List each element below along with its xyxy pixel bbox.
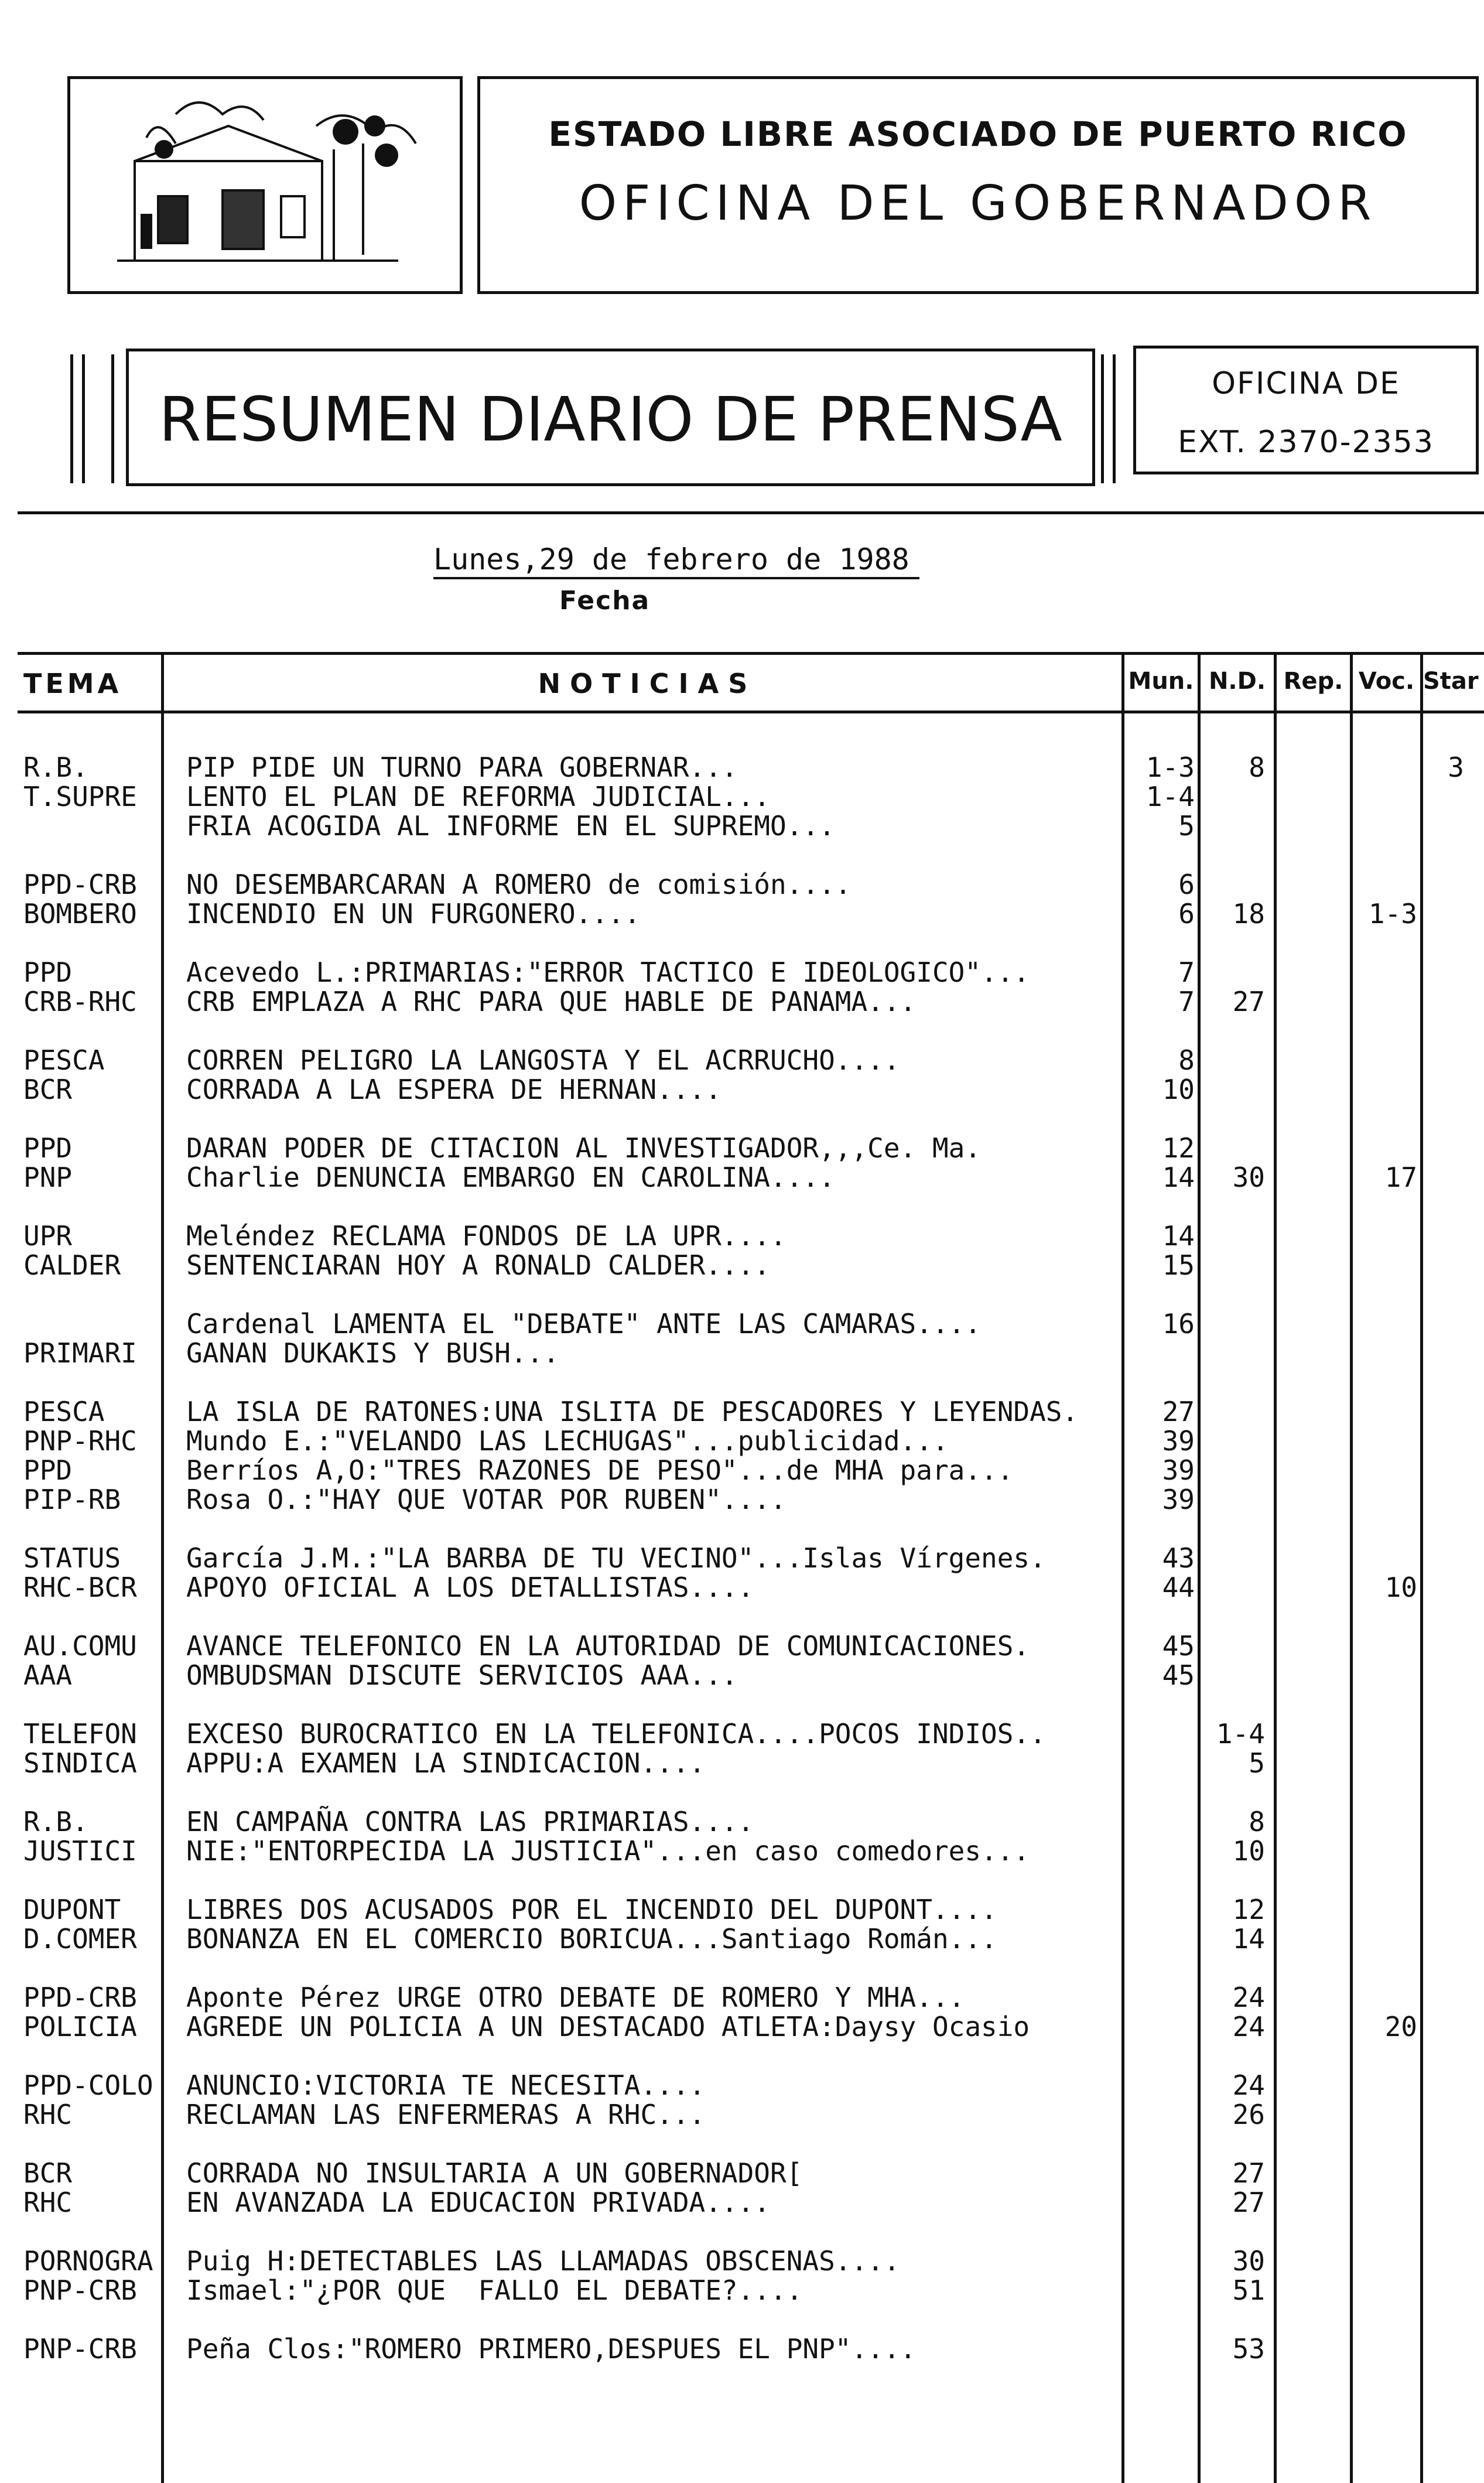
noticia-cell: García J.M.:"LA BARBA DE TU VECINO"...Islas Vírgenes.	[186, 1542, 1046, 1574]
table-top-rule	[18, 652, 1484, 655]
nd-cell: 8	[1249, 1806, 1265, 1838]
noticia-cell: CRB EMPLAZA A RHC PARA QUE HABLE DE PANAMA...	[186, 986, 917, 1017]
noticia-cell: Peña Clos:"ROMERO PRIMERO,DESPUES EL PNP"....	[186, 2333, 917, 2365]
tema-cell: PRIMARI	[23, 1337, 137, 1369]
logo-box	[67, 76, 463, 294]
mun-cell: 43	[1162, 1542, 1195, 1574]
mun-cell: 39	[1162, 1454, 1195, 1486]
nd-cell: 10	[1232, 1835, 1265, 1867]
noticia-cell: Ismael:"¿POR QUE FALLO EL DEBATE?....	[186, 2274, 803, 2306]
report-date: Lunes,29 de febrero de 1988	[433, 542, 909, 576]
tema-cell: PNP	[23, 1162, 73, 1193]
nd-cell: 26	[1232, 2099, 1265, 2130]
nd-cell: 27	[1232, 2157, 1265, 2189]
tema-cell: PPD-COLO	[23, 2069, 153, 2101]
page-title: RESUMEN DIARIO DE PRENSA	[159, 384, 1062, 455]
noticia-cell: Cardenal LAMENTA EL "DEBATE" ANTE LAS CAMARAS....	[186, 1308, 982, 1340]
nd-cell: 27	[1232, 2187, 1265, 2218]
noticia-cell: NO DESEMBARCARAN A ROMERO de comisión....	[186, 869, 852, 900]
nd-cell: 30	[1232, 1162, 1265, 1193]
mun-cell: 39	[1162, 1425, 1195, 1457]
extension-number: EXT. 2370-2353	[1178, 425, 1434, 460]
tema-cell: JUSTICI	[23, 1835, 137, 1867]
tema-cell: T.SUPRE	[23, 781, 137, 812]
column-header-rep: Rep.	[1283, 668, 1343, 695]
nd-cell: 24	[1232, 1982, 1265, 2013]
title-rule-left-1	[70, 354, 73, 483]
noticia-cell: AGREDE UN POLICIA A UN DESTACADO ATLETA:Daysy Ocasio	[186, 2011, 1030, 2043]
noticia-cell: Acevedo L.:PRIMARIAS:"ERROR TACTICO E IDEOLOGICO"...	[186, 957, 1030, 988]
noticia-cell: SENTENCIARAN HOY A RONALD CALDER....	[186, 1249, 770, 1281]
col-divider-voc	[1420, 652, 1423, 2483]
title-rule-left-2	[82, 354, 85, 483]
mun-cell: 8	[1178, 1044, 1195, 1076]
nd-cell: 12	[1232, 1894, 1265, 1925]
tema-cell: AU.COMU	[23, 1630, 137, 1662]
mun-cell: 5	[1178, 810, 1195, 842]
noticia-cell: Puig H:DETECTABLES LAS LLAMADAS OBSCENAS....	[186, 2245, 900, 2277]
noticia-cell: INCENDIO EN UN FURGONERO....	[186, 898, 641, 930]
tema-cell: STATUS	[23, 1542, 121, 1574]
tema-cell: PPD-CRB	[23, 869, 137, 900]
mun-cell: 15	[1162, 1249, 1195, 1281]
column-header-voc: Voc.	[1358, 668, 1415, 695]
tema-cell: UPR	[23, 1220, 73, 1252]
voc-cell: 17	[1384, 1162, 1417, 1193]
noticia-cell: Meléndez RECLAMA FONDOS DE LA UPR....	[186, 1220, 787, 1252]
title-rule-right-1	[1101, 354, 1104, 483]
mun-cell: 16	[1162, 1308, 1195, 1340]
col-divider-tema	[161, 652, 164, 2483]
state-name: ESTADO LIBRE ASOCIADO DE PUERTO RICO	[548, 114, 1408, 154]
noticia-cell: CORRADA A LA ESPERA DE HERNAN....	[186, 1074, 722, 1105]
mun-cell: 45	[1162, 1630, 1195, 1662]
tema-cell: PPD-CRB	[23, 1982, 137, 2013]
noticia-cell: EN AVANZADA LA EDUCACION PRIVADA....	[186, 2187, 770, 2218]
nd-cell: 24	[1232, 2011, 1265, 2043]
nd-cell: 1-4	[1216, 1718, 1265, 1750]
date-label: Fecha	[559, 586, 651, 616]
table-header-rule	[18, 711, 1484, 713]
noticia-cell: DARAN PODER DE CITACION AL INVESTIGADOR,,,Ce. Ma.	[186, 1132, 982, 1164]
noticia-cell: Aponte Pérez URGE OTRO DEBATE DE ROMERO Y MHA...	[186, 1982, 965, 2013]
noticia-cell: GANAN DUKAKIS Y BUSH...	[186, 1337, 559, 1369]
title-rule-left-3	[111, 354, 114, 483]
noticia-cell: LENTO EL PLAN DE REFORMA JUDICIAL...	[186, 781, 770, 812]
noticia-cell: LA ISLA DE RATONES:UNA ISLITA DE PESCADORES Y LEYENDAS.	[186, 1396, 1079, 1427]
mun-cell: 6	[1178, 869, 1195, 900]
tema-cell: POLICIA	[23, 2011, 137, 2043]
col-divider-nd	[1274, 652, 1277, 2483]
noticia-cell: OMBUDSMAN DISCUTE SERVICIOS AAA...	[186, 1659, 738, 1691]
nd-cell: 18	[1232, 898, 1265, 930]
tema-cell: AAA	[23, 1659, 73, 1691]
voc-cell: 20	[1384, 2011, 1417, 2043]
tema-cell: SINDICA	[23, 1747, 137, 1779]
nd-cell: 27	[1232, 986, 1265, 1017]
mun-cell: 39	[1162, 1484, 1195, 1515]
tema-cell: D.COMER	[23, 1923, 137, 1955]
tema-cell: R.B.	[23, 752, 88, 783]
nd-cell: 5	[1249, 1747, 1265, 1779]
voc-cell: 1-3	[1368, 898, 1417, 930]
nd-cell: 30	[1232, 2245, 1265, 2277]
tema-cell: RHC	[23, 2099, 73, 2130]
side-office-label: OFICINA DE	[1212, 366, 1400, 401]
mun-cell: 44	[1162, 1572, 1195, 1603]
date-underline	[433, 577, 919, 579]
nd-cell: 14	[1232, 1923, 1265, 1955]
tema-cell: PPD	[23, 1132, 73, 1164]
mun-cell: 7	[1178, 986, 1195, 1017]
tema-cell: PESCA	[23, 1044, 105, 1076]
mun-cell: 1-3	[1146, 752, 1195, 783]
noticia-cell: NIE:"ENTORPECIDA LA JUSTICIA"...en caso comedores...	[186, 1835, 1030, 1867]
noticia-cell: EXCESO BUROCRATICO EN LA TELEFONICA....POCOS INDIOS..	[186, 1718, 1046, 1750]
noticia-cell: Mundo E.:"VELANDO LAS LECHUGAS"...publicidad...	[186, 1425, 949, 1457]
noticia-cell: ANUNCIO:VICTORIA TE NECESITA....	[186, 2069, 706, 2101]
tema-cell: PIP-RB	[23, 1484, 121, 1515]
tema-cell: PNP-CRB	[23, 2333, 137, 2365]
column-header-mun: Mun.	[1128, 668, 1194, 695]
mun-cell: 12	[1162, 1132, 1195, 1164]
mun-cell: 14	[1162, 1220, 1195, 1252]
noticia-cell: RECLAMAN LAS ENFERMERAS A RHC...	[186, 2099, 706, 2130]
voc-cell: 10	[1384, 1572, 1417, 1603]
noticia-cell: EN CAMPAÑA CONTRA LAS PRIMARIAS....	[186, 1806, 754, 1838]
tema-cell: BCR	[23, 2157, 73, 2189]
title-box	[126, 349, 1095, 486]
nd-cell: 8	[1249, 752, 1265, 783]
mun-cell: 45	[1162, 1659, 1195, 1691]
star-cell: 3	[1448, 752, 1464, 783]
noticia-cell: Rosa O.:"HAY QUE VOTAR POR RUBEN"....	[186, 1484, 787, 1515]
tema-cell: PNP-RHC	[23, 1425, 137, 1457]
header-divider	[18, 511, 1484, 514]
tema-cell: PESCA	[23, 1396, 105, 1427]
nd-cell: 24	[1232, 2069, 1265, 2101]
tema-cell: PPD	[23, 957, 73, 988]
noticia-cell: AVANCE TELEFONICO EN LA AUTORIDAD DE COMUNICACIONES.	[186, 1630, 1030, 1662]
noticia-cell: LIBRES DOS ACUSADOS POR EL INCENDIO DEL DUPONT....	[186, 1894, 997, 1925]
office-title-box	[477, 76, 1479, 294]
column-header-tema: TEMA	[23, 668, 122, 699]
tema-cell: BCR	[23, 1074, 73, 1105]
noticia-cell: FRIA ACOGIDA AL INFORME EN EL SUPREMO...	[186, 810, 835, 842]
column-header-star: Star	[1423, 668, 1479, 695]
tema-cell: TELEFON	[23, 1718, 137, 1750]
noticia-cell: APOYO OFICIAL A LOS DETALLISTAS....	[186, 1572, 754, 1603]
tema-cell: RHC-BCR	[23, 1572, 137, 1603]
noticia-cell: CORRADA NO INSULTARIA A UN GOBERNADOR[	[186, 2157, 803, 2189]
noticia-cell: APPU:A EXAMEN LA SINDICACION....	[186, 1747, 706, 1779]
noticia-cell: BONANZA EN EL COMERCIO BORICUA...Santiago Román...	[186, 1923, 997, 1955]
nd-cell: 53	[1232, 2333, 1265, 2365]
mun-cell: 27	[1162, 1396, 1195, 1427]
government-building-logo	[70, 79, 460, 291]
noticia-cell: PIP PIDE UN TURNO PARA GOBERNAR...	[186, 752, 738, 783]
noticia-cell: CORREN PELIGRO LA LANGOSTA Y EL ACRRUCHO....	[186, 1044, 900, 1076]
mun-cell: 10	[1162, 1074, 1195, 1105]
tema-cell: PNP-CRB	[23, 2274, 137, 2306]
noticia-cell: Berríos A,O:"TRES RAZONES DE PESO"...de MHA para...	[186, 1454, 1014, 1486]
tema-cell: CALDER	[23, 1249, 121, 1281]
tema-cell: PORNOGRA	[23, 2245, 153, 2277]
tema-cell: RHC	[23, 2187, 73, 2218]
title-rule-right-2	[1113, 354, 1116, 483]
tema-cell: BOMBERO	[23, 898, 137, 930]
tema-cell: PPD	[23, 1454, 73, 1486]
mun-cell: 7	[1178, 957, 1195, 988]
column-header-noticias: N O T I C I A S	[538, 668, 748, 699]
column-header-nd: N.D.	[1208, 668, 1266, 695]
nd-cell: 51	[1232, 2274, 1265, 2306]
tema-cell: R.B.	[23, 1806, 88, 1838]
tema-cell: CRB-RHC	[23, 986, 137, 1017]
extension-box	[1133, 346, 1479, 474]
noticia-cell: Charlie DENUNCIA EMBARGO EN CAROLINA....	[186, 1162, 835, 1193]
office-name: OFICINA DEL GOBERNADOR	[579, 176, 1377, 231]
mun-cell: 6	[1178, 898, 1195, 930]
tema-cell: DUPONT	[23, 1894, 121, 1925]
mun-cell: 14	[1162, 1162, 1195, 1193]
mun-cell: 1-4	[1146, 781, 1195, 812]
